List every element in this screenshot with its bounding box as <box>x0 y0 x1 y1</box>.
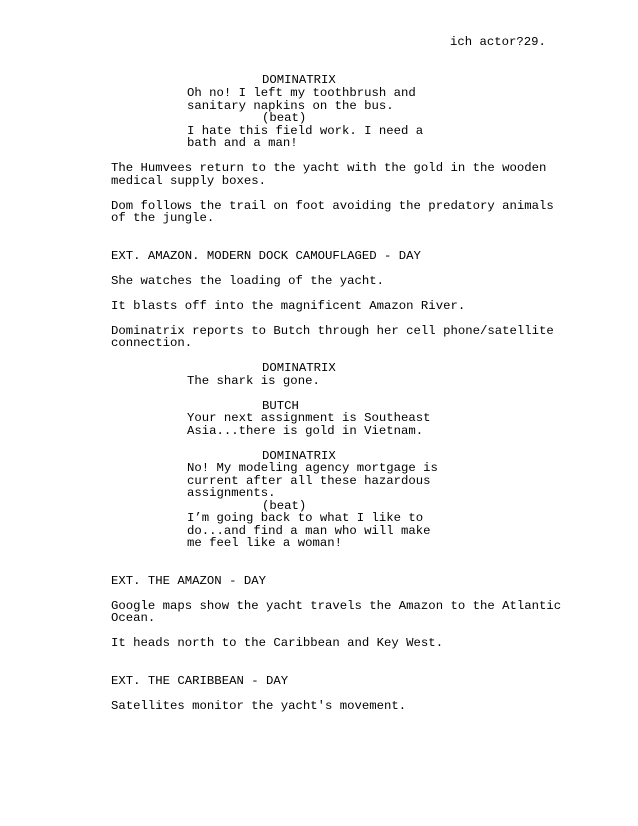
action-line: Google maps show the yacht travels the Amazon to the Atlantic <box>111 599 562 613</box>
character-name: BUTCH <box>262 399 299 413</box>
page-header-number: ich actor?29. <box>450 35 546 49</box>
dialogue-line: Oh no! I left my toothbrush and <box>187 86 416 100</box>
character-name: DOMINATRIX <box>262 361 336 375</box>
action-line: She watches the loading of the yacht. <box>111 274 385 288</box>
character-name: DOMINATRIX <box>262 73 336 87</box>
parenthetical: (beat) <box>262 499 307 513</box>
action-line: Dominatrix reports to Butch through her cell phone/satellite <box>111 324 554 338</box>
dialogue-line: sanitary napkins on the bus. <box>187 99 394 113</box>
action-line: medical supply boxes. <box>111 174 266 188</box>
scene-heading: EXT. THE CARIBBEAN - DAY <box>111 674 289 688</box>
action-line: The Humvees return to the yacht with the gold in the wooden <box>111 161 547 175</box>
action-line: of the jungle. <box>111 211 215 225</box>
dialogue-line: current after all these hazardous <box>187 474 431 488</box>
dialogue-line: bath and a man! <box>187 136 298 150</box>
dialogue-line: I’m going back to what I like to <box>187 511 424 525</box>
action-line: Satellites monitor the yacht's movement. <box>111 699 407 713</box>
dialogue-line: Asia...there is gold in Vietnam. <box>187 424 424 438</box>
action-line: connection. <box>111 336 193 350</box>
scene-heading: EXT. THE AMAZON - DAY <box>111 574 266 588</box>
dialogue-line: Your next assignment is Southeast <box>187 411 431 425</box>
dialogue-line: No! My modeling agency mortgage is <box>187 461 438 475</box>
action-line: Ocean. <box>111 611 156 625</box>
dialogue-line: me feel like a woman! <box>187 536 342 550</box>
dialogue-line: I hate this field work. I need a <box>187 124 424 138</box>
dialogue-line: assignments. <box>187 486 276 500</box>
character-name: DOMINATRIX <box>262 449 336 463</box>
dialogue-line: do...and find a man who will make <box>187 524 431 538</box>
action-line: It blasts off into the magnificent Amazon River. <box>111 299 466 313</box>
scene-heading: EXT. AMAZON. MODERN DOCK CAMOUFLAGED - DAY <box>111 249 421 263</box>
action-line: It heads north to the Caribbean and Key West. <box>111 636 444 650</box>
parenthetical: (beat) <box>262 111 307 125</box>
action-line: Dom follows the trail on foot avoiding the predatory animals <box>111 199 554 213</box>
dialogue-line: The shark is gone. <box>187 374 320 388</box>
